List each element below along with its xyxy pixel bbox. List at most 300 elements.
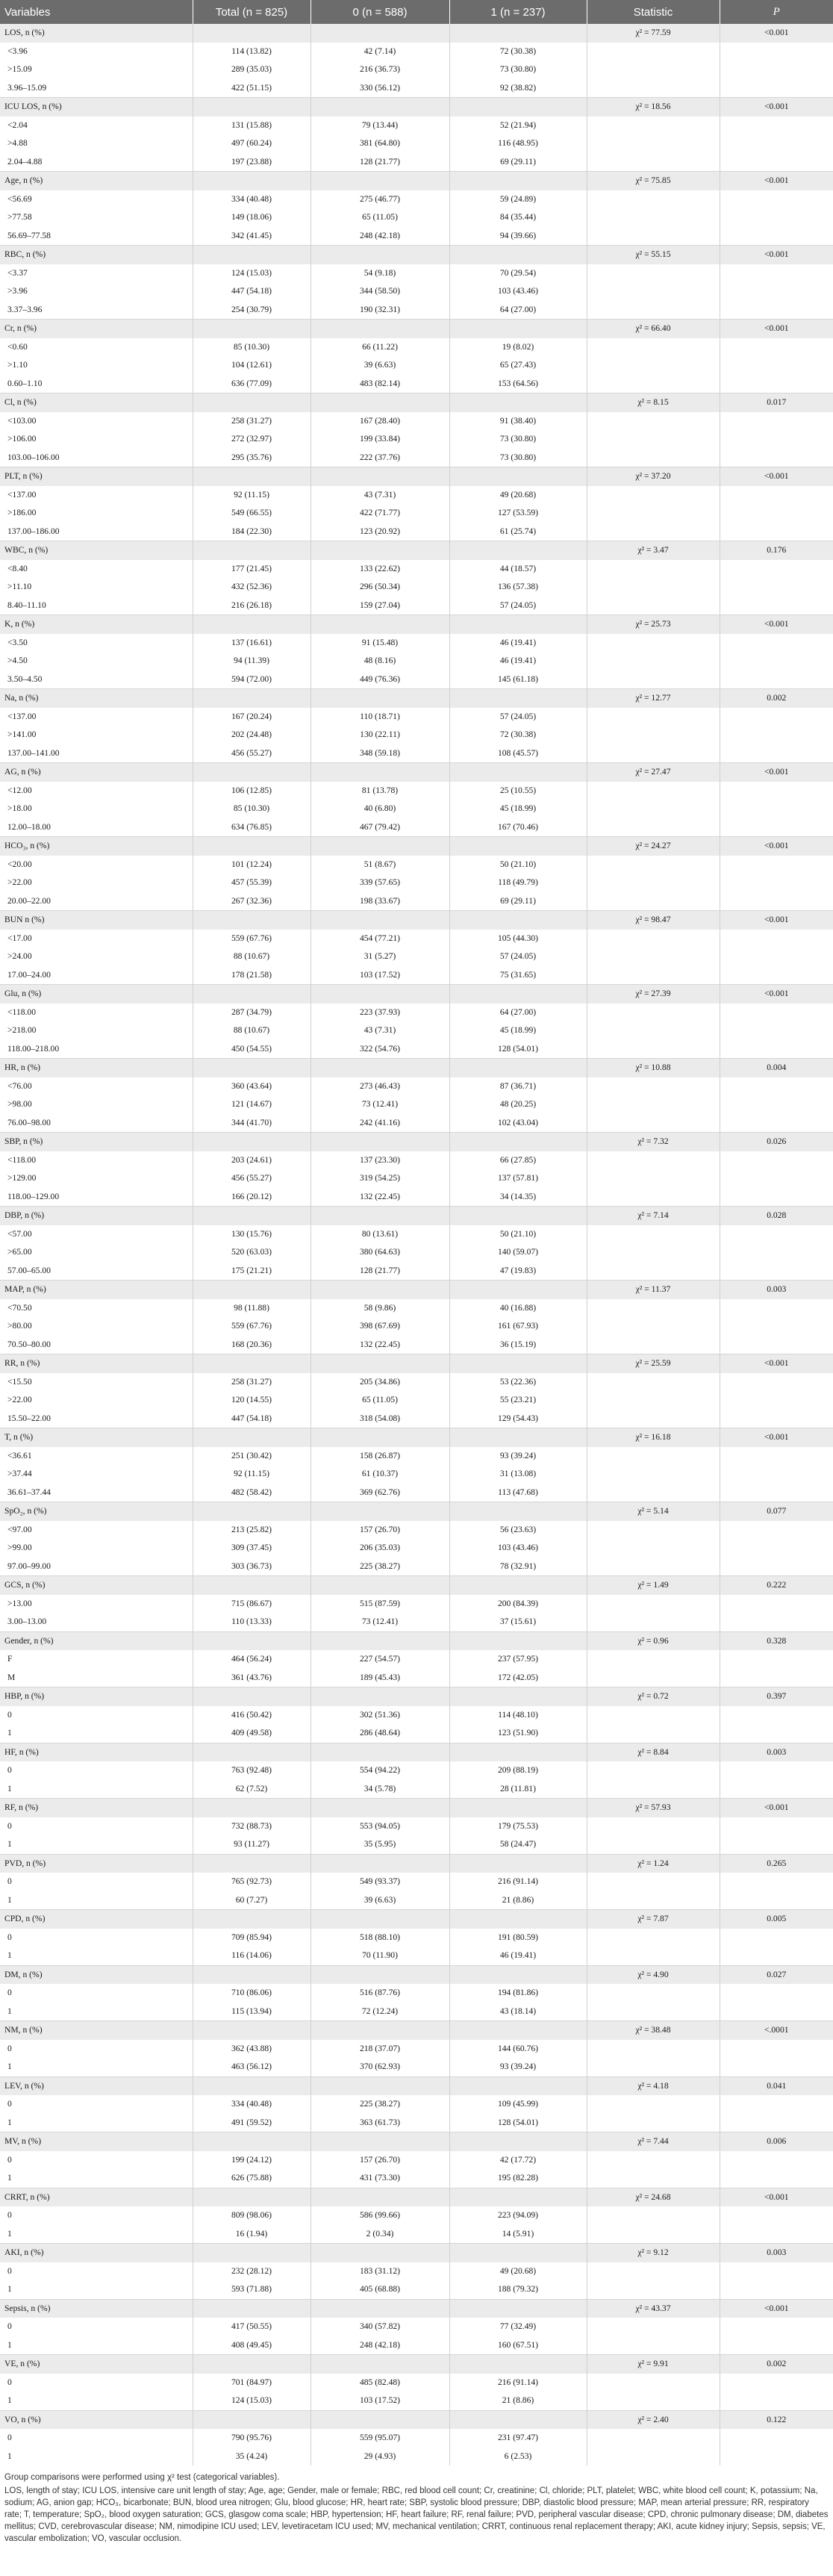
level-label: >99.00 — [0, 1539, 193, 1558]
group1-count: 65 (27.43) — [449, 356, 587, 375]
group0-cell — [311, 1133, 449, 1151]
group1-count: 70 (29.54) — [449, 264, 587, 283]
group0-count: 225 (38.27) — [311, 1558, 449, 1576]
p-empty — [720, 2058, 833, 2076]
level-row — [0, 1669, 833, 1687]
total-count: 287 (34.79) — [193, 1004, 311, 1022]
p-empty — [720, 356, 833, 375]
level-row — [0, 2392, 833, 2410]
group0-count: 158 (26.87) — [311, 1447, 449, 1466]
level-label: >4.88 — [0, 134, 193, 153]
level-label: <70.50 — [0, 1299, 193, 1318]
variable-name: Na, n (%) — [0, 689, 193, 708]
group1-cell — [449, 1631, 587, 1650]
total-count: 416 (50.42) — [193, 1706, 311, 1725]
group1-count: 72 (30.38) — [449, 43, 587, 61]
total-count: 203 (24.61) — [193, 1151, 311, 1170]
group1-count: 237 (57.95) — [449, 1650, 587, 1669]
group0-count: 302 (51.36) — [311, 1706, 449, 1725]
p-empty — [720, 1225, 833, 1244]
p-empty — [720, 892, 833, 911]
group1-count: 42 (17.72) — [449, 2151, 587, 2170]
total-count: 110 (13.33) — [193, 1613, 311, 1631]
p-empty — [720, 2448, 833, 2466]
variable-name: VE, n (%) — [0, 2355, 193, 2374]
level-label: <8.40 — [0, 560, 193, 579]
variable-name: DM, n (%) — [0, 1965, 193, 1984]
group0-count: 449 (76.36) — [311, 671, 449, 689]
variable-name: Cr, n (%) — [0, 320, 193, 338]
total-cell — [193, 837, 311, 856]
variable-row — [0, 1743, 833, 1761]
total-count: 106 (12.85) — [193, 782, 311, 800]
total-count: 809 (98.06) — [193, 2206, 311, 2225]
group1-cell — [449, 911, 587, 930]
total-count: 626 (75.88) — [193, 2169, 311, 2188]
level-row — [0, 1243, 833, 1262]
total-count: 303 (36.73) — [193, 1558, 311, 1576]
statistic-empty — [587, 1873, 720, 1891]
statistic-cell: χ² = 43.37 — [587, 2299, 720, 2318]
total-count: 342 (41.45) — [193, 227, 311, 246]
level-label: <36.61 — [0, 1447, 193, 1466]
group1-count: 123 (51.90) — [449, 1724, 587, 1743]
total-count: 35 (4.24) — [193, 2448, 311, 2466]
level-row — [0, 1891, 833, 1910]
level-label: 1 — [0, 1724, 193, 1743]
statistic-cell: χ² = 7.87 — [587, 1910, 720, 1929]
total-cell — [193, 1965, 311, 1984]
group0-cell — [311, 837, 449, 856]
level-row — [0, 1484, 833, 1502]
statistic-empty — [587, 208, 720, 227]
level-row — [0, 560, 833, 579]
level-label: <97.00 — [0, 1521, 193, 1540]
group1-count: 21 (8.86) — [449, 2392, 587, 2410]
group1-cell — [449, 172, 587, 190]
group0-count: 199 (33.84) — [311, 430, 449, 449]
level-label: 1 — [0, 2114, 193, 2132]
level-label: >1.10 — [0, 356, 193, 375]
group1-cell — [449, 1910, 587, 1929]
group0-count: 518 (88.10) — [311, 1929, 449, 1947]
total-count: 98 (11.88) — [193, 1299, 311, 1318]
p-empty — [720, 1151, 833, 1170]
p-value-cell: 0.003 — [720, 2244, 833, 2262]
level-label: 1 — [0, 2169, 193, 2188]
variable-name: WBC, n (%) — [0, 541, 193, 560]
group0-cell — [311, 615, 449, 634]
group1-count: 103 (43.46) — [449, 282, 587, 301]
group1-count: 140 (59.07) — [449, 1243, 587, 1262]
level-row — [0, 1225, 833, 1244]
group0-count: 51 (8.67) — [311, 856, 449, 874]
p-empty — [720, 190, 833, 209]
variable-row — [0, 837, 833, 856]
p-empty — [720, 134, 833, 153]
level-label: 0.60–1.10 — [0, 375, 193, 393]
p-empty — [720, 2206, 833, 2225]
p-empty — [720, 782, 833, 800]
level-row — [0, 1262, 833, 1281]
total-cell — [193, 985, 311, 1004]
level-row — [0, 356, 833, 375]
group1-cell — [449, 763, 587, 782]
level-label: >186.00 — [0, 504, 193, 523]
group0-count: 330 (56.12) — [311, 79, 449, 98]
statistic-cell: χ² = 2.40 — [587, 2410, 720, 2429]
total-cell — [193, 2076, 311, 2095]
variable-row — [0, 246, 833, 264]
total-count: 447 (54.18) — [193, 282, 311, 301]
variable-name: Age, n (%) — [0, 172, 193, 190]
statistic-cell: χ² = 38.48 — [587, 2021, 720, 2040]
statistic-empty — [587, 2429, 720, 2448]
variable-name: PVD, n (%) — [0, 1854, 193, 1873]
group0-cell — [311, 2299, 449, 2318]
level-label: <57.00 — [0, 1225, 193, 1244]
p-empty — [720, 800, 833, 818]
p-empty — [720, 1780, 833, 1799]
level-row — [0, 1929, 833, 1947]
group1-count: 56 (23.63) — [449, 1521, 587, 1540]
variable-row — [0, 1965, 833, 1984]
level-row — [0, 708, 833, 727]
table-footnote — [0, 2465, 833, 2545]
statistic-empty — [587, 375, 720, 393]
header-group-1: 1 (n = 237) — [449, 0, 587, 24]
group1-count: 92 (38.82) — [449, 79, 587, 98]
level-label: 1 — [0, 1947, 193, 1965]
total-count: 258 (31.27) — [193, 1373, 311, 1392]
p-value-cell: 0.026 — [720, 1133, 833, 1151]
level-label: <3.50 — [0, 634, 193, 653]
level-label: <15.50 — [0, 1373, 193, 1392]
group0-count: 273 (46.43) — [311, 1077, 449, 1096]
group1-count: 127 (53.59) — [449, 504, 587, 523]
p-empty — [720, 1835, 833, 1854]
total-count: 124 (15.03) — [193, 2392, 311, 2410]
statistic-empty — [587, 116, 720, 135]
statistic-empty — [587, 2374, 720, 2392]
total-count: 232 (28.12) — [193, 2262, 311, 2281]
statistic-cell: χ² = 5.14 — [587, 1502, 720, 1521]
level-label: 0 — [0, 1984, 193, 2003]
p-empty — [720, 948, 833, 966]
p-empty — [720, 2114, 833, 2132]
statistic-empty — [587, 966, 720, 985]
variable-name: AKI, n (%) — [0, 2244, 193, 2262]
level-label: >98.00 — [0, 1095, 193, 1114]
group1-count: 48 (20.25) — [449, 1095, 587, 1114]
total-count: 417 (50.55) — [193, 2318, 311, 2336]
p-empty — [720, 449, 833, 467]
p-empty — [720, 634, 833, 653]
group1-count: 19 (8.02) — [449, 338, 587, 357]
statistic-empty — [587, 1391, 720, 1410]
total-cell — [193, 1354, 311, 1373]
level-row — [0, 1817, 833, 1836]
p-value-cell: <0.001 — [720, 1799, 833, 1817]
group0-count: 248 (42.18) — [311, 227, 449, 246]
statistic-empty — [587, 153, 720, 172]
group0-count: 73 (12.41) — [311, 1095, 449, 1114]
level-label: <0.60 — [0, 338, 193, 357]
level-row — [0, 523, 833, 541]
group1-count: 93 (39.24) — [449, 2058, 587, 2076]
level-row — [0, 578, 833, 597]
variable-row — [0, 615, 833, 634]
total-cell — [193, 1502, 311, 1521]
total-cell — [193, 2299, 311, 2318]
group0-cell — [311, 467, 449, 486]
level-row — [0, 1521, 833, 1540]
p-value-cell: 0.003 — [720, 1281, 833, 1299]
group0-count: 319 (54.25) — [311, 1169, 449, 1188]
group0-cell — [311, 246, 449, 264]
p-empty — [720, 2374, 833, 2392]
group0-cell — [311, 2188, 449, 2206]
group0-count: 132 (22.45) — [311, 1336, 449, 1354]
level-label: 1 — [0, 2336, 193, 2355]
p-empty — [720, 375, 833, 393]
variable-name: RBC, n (%) — [0, 246, 193, 264]
variable-name: GCS, n (%) — [0, 1576, 193, 1595]
total-count: 272 (32.97) — [193, 430, 311, 449]
group1-count: 78 (32.91) — [449, 1558, 587, 1576]
total-count: 362 (43.88) — [193, 2040, 311, 2059]
statistic-empty — [587, 1891, 720, 1910]
variable-name: K, n (%) — [0, 615, 193, 634]
statistic-empty — [587, 2058, 720, 2076]
group0-cell — [311, 1854, 449, 1873]
total-count: 594 (72.00) — [193, 671, 311, 689]
p-empty — [720, 1558, 833, 1576]
p-empty — [720, 578, 833, 597]
group1-cell — [449, 1799, 587, 1817]
variable-row — [0, 98, 833, 116]
variable-row — [0, 2355, 833, 2374]
group1-cell — [449, 1576, 587, 1595]
level-row — [0, 1077, 833, 1096]
statistic-empty — [587, 1558, 720, 1576]
level-label: <118.00 — [0, 1151, 193, 1170]
p-value-cell: 0.041 — [720, 2076, 833, 2095]
variable-row — [0, 1799, 833, 1817]
group0-count: 132 (22.45) — [311, 1188, 449, 1207]
group0-cell — [311, 1502, 449, 1521]
total-cell — [193, 467, 311, 486]
total-cell — [193, 1631, 311, 1650]
variable-row — [0, 1631, 833, 1650]
group0-count: 242 (41.16) — [311, 1114, 449, 1133]
p-empty — [720, 1669, 833, 1687]
p-value-cell: 0.397 — [720, 1687, 833, 1706]
group0-count: 128 (21.77) — [311, 1262, 449, 1281]
group1-cell — [449, 393, 587, 412]
variable-name: Glu, n (%) — [0, 985, 193, 1004]
group0-cell — [311, 2355, 449, 2374]
level-label: >129.00 — [0, 1169, 193, 1188]
variable-name: ICU LOS, n (%) — [0, 98, 193, 116]
group1-count: 93 (39.24) — [449, 1447, 587, 1466]
group1-cell — [449, 1965, 587, 1984]
p-empty — [720, 744, 833, 763]
variable-row — [0, 2299, 833, 2318]
level-row — [0, 1595, 833, 1614]
level-row — [0, 1151, 833, 1170]
level-row — [0, 966, 833, 985]
level-label: 0 — [0, 2095, 193, 2114]
total-cell — [193, 320, 311, 338]
total-count: 334 (40.48) — [193, 190, 311, 209]
total-count: 450 (54.55) — [193, 1040, 311, 1059]
group0-count: 2 (0.34) — [311, 2225, 449, 2244]
level-label: <12.00 — [0, 782, 193, 800]
level-row — [0, 2151, 833, 2170]
group1-count: 160 (67.51) — [449, 2336, 587, 2355]
group1-count: 46 (19.41) — [449, 634, 587, 653]
group1-count: 57 (24.05) — [449, 708, 587, 727]
level-label: >65.00 — [0, 1243, 193, 1262]
variable-row — [0, 1910, 833, 1929]
p-value-cell: 0.017 — [720, 393, 833, 412]
p-empty — [720, 1650, 833, 1669]
group1-count: 172 (42.05) — [449, 1669, 587, 1687]
p-value-cell: <0.001 — [720, 763, 833, 782]
statistic-empty — [587, 430, 720, 449]
group0-count: 225 (38.27) — [311, 2095, 449, 2114]
total-cell — [193, 98, 311, 116]
group1-count: 103 (43.46) — [449, 1539, 587, 1558]
statistic-empty — [587, 782, 720, 800]
statistic-empty — [587, 523, 720, 541]
statistic-empty — [587, 2336, 720, 2355]
p-value-cell: <0.001 — [720, 320, 833, 338]
statistic-empty — [587, 1114, 720, 1133]
variable-name: HCO₃, n (%) — [0, 837, 193, 856]
p-value-cell: <.0001 — [720, 2021, 833, 2040]
statistic-empty — [587, 1040, 720, 1059]
p-value-cell: 0.027 — [720, 1965, 833, 1984]
group1-cell — [449, 467, 587, 486]
level-row — [0, 282, 833, 301]
p-empty — [720, 818, 833, 837]
group1-count: 64 (27.00) — [449, 1004, 587, 1022]
group0-count: 380 (64.63) — [311, 1243, 449, 1262]
statistic-empty — [587, 2318, 720, 2336]
variable-row — [0, 911, 833, 930]
total-cell — [193, 2132, 311, 2151]
group0-count: 318 (54.08) — [311, 1410, 449, 1428]
header-p — [720, 0, 833, 24]
total-count: 710 (86.06) — [193, 1984, 311, 2003]
group1-count: 161 (67.93) — [449, 1317, 587, 1336]
group0-count: 248 (42.18) — [311, 2336, 449, 2355]
group1-count: 25 (10.55) — [449, 782, 587, 800]
total-count: 85 (10.30) — [193, 800, 311, 818]
group0-count: 189 (45.43) — [311, 1669, 449, 1687]
total-count: 92 (11.15) — [193, 1465, 311, 1484]
total-count: 447 (54.18) — [193, 1410, 311, 1428]
variable-row — [0, 1854, 833, 1873]
statistic-empty — [587, 2114, 720, 2132]
statistic-empty — [587, 652, 720, 671]
level-row — [0, 2206, 833, 2225]
group0-count: 205 (34.86) — [311, 1373, 449, 1392]
p-empty — [720, 1891, 833, 1910]
p-empty — [720, 2392, 833, 2410]
variable-row — [0, 1133, 833, 1151]
group1-cell — [449, 1133, 587, 1151]
group1-count: 116 (48.95) — [449, 134, 587, 153]
p-empty — [720, 208, 833, 227]
total-count: 137 (16.61) — [193, 634, 311, 653]
variable-name: RR, n (%) — [0, 1354, 193, 1373]
group1-cell — [449, 541, 587, 560]
statistic-empty — [587, 338, 720, 357]
level-row — [0, 2448, 833, 2466]
total-count: 175 (21.21) — [193, 1262, 311, 1281]
group1-count: 153 (64.56) — [449, 375, 587, 393]
level-label: 3.50–4.50 — [0, 671, 193, 689]
total-count: 457 (55.39) — [193, 874, 311, 892]
level-row — [0, 60, 833, 79]
variable-row — [0, 985, 833, 1004]
level-label: >37.44 — [0, 1465, 193, 1484]
group0-count: 422 (71.77) — [311, 504, 449, 523]
group0-count: 70 (11.90) — [311, 1947, 449, 1965]
variable-row — [0, 2132, 833, 2151]
total-count: 432 (52.36) — [193, 578, 311, 597]
level-label: <2.04 — [0, 116, 193, 135]
p-empty — [720, 1114, 833, 1133]
group1-count: 188 (79.32) — [449, 2280, 587, 2299]
group1-count: 216 (91.14) — [449, 1873, 587, 1891]
variable-row — [0, 1207, 833, 1225]
group0-count: 29 (4.93) — [311, 2448, 449, 2466]
statistic-cell: χ² = 0.96 — [587, 1631, 720, 1650]
statistic-empty — [587, 1669, 720, 1687]
level-label: 137.00–186.00 — [0, 523, 193, 541]
group1-cell — [449, 615, 587, 634]
group0-count: 222 (37.76) — [311, 449, 449, 467]
p-empty — [720, 2040, 833, 2059]
statistic-empty — [587, 1835, 720, 1854]
group0-count: 66 (11.22) — [311, 338, 449, 357]
group0-cell — [311, 1428, 449, 1447]
p-empty — [720, 1484, 833, 1502]
total-cell — [193, 24, 311, 43]
group0-count: 344 (58.50) — [311, 282, 449, 301]
p-empty — [720, 1262, 833, 1281]
level-label: 12.00–18.00 — [0, 818, 193, 837]
total-count: 309 (37.45) — [193, 1539, 311, 1558]
statistic-cell: χ² = 1.49 — [587, 1576, 720, 1595]
p-empty — [720, 1947, 833, 1965]
statistic-empty — [587, 874, 720, 892]
level-row — [0, 486, 833, 505]
p-empty — [720, 338, 833, 357]
level-row — [0, 948, 833, 966]
total-count: 213 (25.82) — [193, 1521, 311, 1540]
p-value-cell: <0.001 — [720, 172, 833, 190]
p-empty — [720, 2003, 833, 2021]
total-count: 409 (49.58) — [193, 1724, 311, 1743]
variable-row — [0, 2188, 833, 2206]
p-value-cell: <0.001 — [720, 98, 833, 116]
p-value-cell: 0.328 — [720, 1631, 833, 1650]
